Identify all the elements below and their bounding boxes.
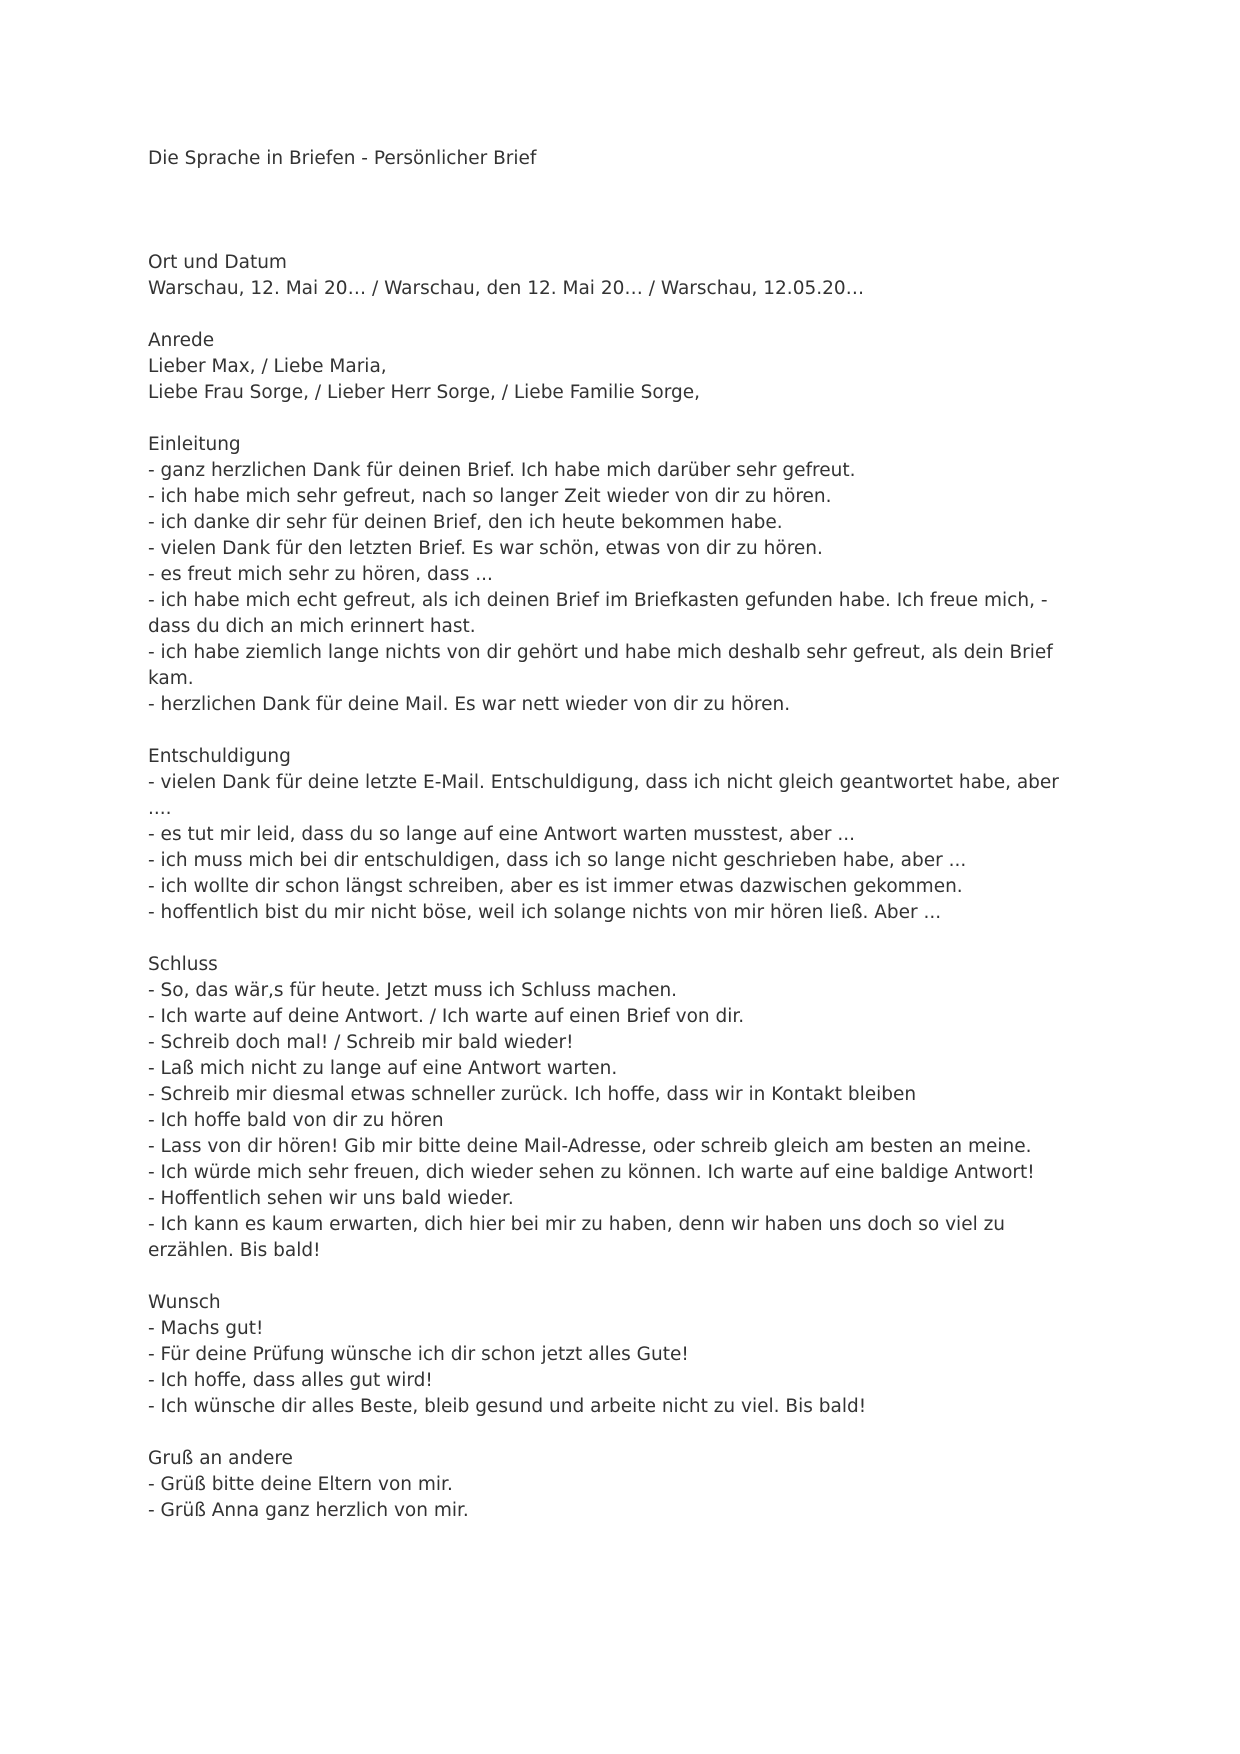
text-line: - ich danke dir sehr für deinen Brief, den ich heute bekommen habe. [148, 512, 783, 533]
text-line: - Schreib mir diesmal etwas schneller zurück. Ich hoffe, dass wir in Kontakt bleiben [148, 1084, 917, 1105]
text-line: - hoffentlich bist du mir nicht böse, weil ich solange nichts von mir hören ließ. Aber ... [148, 902, 942, 923]
document-title: Die Sprache in Briefen - Persönlicher Brief [148, 148, 537, 169]
text-line: - Ich hoffe, dass alles gut wird! [148, 1370, 433, 1391]
text-line: - Ich kann es kaum erwarten, dich hier bei mir zu haben, denn wir haben uns doch so viel zu erzählen. Bis bald! [148, 1214, 1006, 1261]
section-einleitung [148, 432, 1078, 718]
text-line: - ganz herzlichen Dank für deinen Brief. Ich habe mich darüber sehr gefreut. [148, 460, 856, 481]
section-anrede [148, 328, 1078, 406]
text-line: - es tut mir leid, dass du so lange auf eine Antwort warten musstest, aber ... [148, 824, 856, 845]
section-heading: Ort und Datum [148, 252, 287, 273]
text-line: - ich habe mich echt gefreut, als ich deinen Brief im Briefkasten gefunden habe. Ich freue mich, - dass du dich an mich erinnert hast. [148, 590, 1048, 637]
section-gruss-an-andere [148, 1446, 1078, 1524]
section-ort-und-datum [148, 250, 1078, 302]
text-line: - ich habe mich sehr gefreut, nach so langer Zeit wieder von dir zu hören. [148, 486, 832, 507]
section-heading: Gruß an andere [148, 1448, 293, 1469]
text-line: - Für deine Prüfung wünsche ich dir schon jetzt alles Gute! [148, 1344, 689, 1365]
text-line: - Ich wünsche dir alles Beste, bleib gesund und arbeite nicht zu viel. Bis bald! [148, 1396, 867, 1417]
section-entschuldigung [148, 744, 1078, 926]
text-line: - Hoffentlich sehen wir uns bald wieder. [148, 1188, 514, 1209]
text-line: - Ich warte auf deine Antwort. / Ich warte auf einen Brief von dir. [148, 1006, 745, 1027]
text-line: Warschau, 12. Mai 20… / Warschau, den 12. Mai 20… / Warschau, 12.05.20… [148, 278, 865, 299]
document-body [148, 146, 1078, 1524]
text-line: - Grüß Anna ganz herzlich von mir. [148, 1500, 469, 1521]
text-line: - Laß mich nicht zu lange auf eine Antwort warten. [148, 1058, 618, 1079]
text-line: - Lass von dir hören! Gib mir bitte deine Mail-Adresse, oder schreib gleich am besten an meine. [148, 1136, 1032, 1157]
text-line: - vielen Dank für deine letzte E-Mail. Entschuldigung, dass ich nicht gleich geantwortet habe, aber .... [148, 772, 1059, 819]
text-line: - ich habe ziemlich lange nichts von dir gehört und habe mich deshalb sehr gefreut, als dein Brief kam. [148, 642, 1053, 689]
text-line: - So, das wär,s für heute. Jetzt muss ich Schluss machen. [148, 980, 678, 1001]
text-line: - ich wollte dir schon längst schreiben, aber es ist immer etwas dazwischen gekommen. [148, 876, 963, 897]
section-heading: Schluss [148, 954, 218, 975]
section-heading: Einleitung [148, 434, 241, 455]
section-heading: Entschuldigung [148, 746, 291, 767]
text-line: - vielen Dank für den letzten Brief. Es war schön, etwas von dir zu hören. [148, 538, 823, 559]
text-line: - Grüß bitte deine Eltern von mir. [148, 1474, 453, 1495]
text-line: Liebe Frau Sorge, / Lieber Herr Sorge, / Liebe Familie Sorge, [148, 382, 701, 403]
section-wunsch [148, 1290, 1078, 1420]
section-heading: Anrede [148, 330, 215, 351]
text-line: - Schreib doch mal! / Schreib mir bald wieder! [148, 1032, 574, 1053]
text-line: Lieber Max, / Liebe Maria, [148, 356, 387, 377]
text-line: - herzlichen Dank für deine Mail. Es war nett wieder von dir zu hören. [148, 694, 791, 715]
text-line: - es freut mich sehr zu hören, dass ... [148, 564, 493, 585]
text-line: - ich muss mich bei dir entschuldigen, dass ich so lange nicht geschrieben habe, aber ... [148, 850, 967, 871]
text-line: - Machs gut! [148, 1318, 264, 1339]
text-line: - Ich hoffe bald von dir zu hören [148, 1110, 444, 1131]
section-schluss [148, 952, 1078, 1264]
section-heading: Wunsch [148, 1292, 221, 1313]
text-line: - Ich würde mich sehr freuen, dich wieder sehen zu können. Ich warte auf eine baldige Antwort! [148, 1162, 1035, 1183]
